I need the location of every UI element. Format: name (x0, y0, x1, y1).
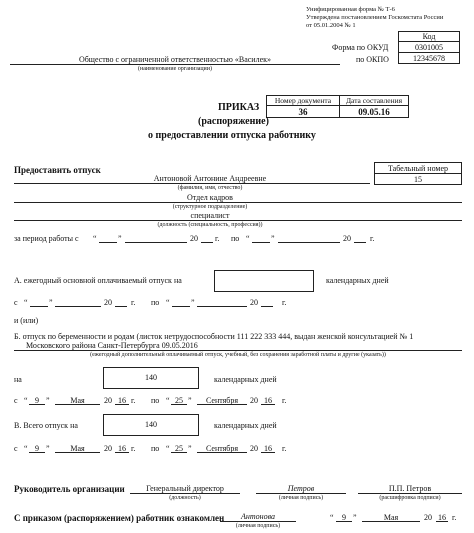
okud-value: 0301005 (398, 42, 460, 53)
head-signature-caption: (личная подпись) (278, 495, 324, 501)
okpo-label: по ОКПО (356, 55, 389, 64)
section-v-days-box: 140 (103, 414, 199, 436)
doc-date-header: Дата составления (339, 95, 409, 106)
section-v-days-suffix: календарных дней (214, 421, 277, 430)
section-a-label: А. ежегодный основной оплачиваемый отпуск на (14, 276, 182, 285)
doc-number: 36 (266, 105, 340, 118)
title-prikaz: ПРИКАЗ (218, 102, 260, 113)
head-position-caption: (должность) (169, 495, 201, 501)
section-b-from-day: 9 (35, 396, 39, 405)
doc-number-header: Номер документа (266, 95, 340, 106)
position: специалист (190, 211, 230, 220)
tab-number-header: Табельный номер (374, 162, 462, 174)
section-b-label: Б. отпуск по беременности и родам (листок нетрудоспособности 111 222 333 444, выдан женской консультацией № 1 (14, 332, 414, 341)
section-v-to-month: Сентября (205, 444, 239, 453)
department-caption: (структурное подразделение) (172, 204, 248, 210)
ack-day: 9 (342, 513, 346, 522)
section-b-label-2: Московского района Санкт-Петербурга 09.05.2016 (26, 341, 198, 350)
ack-label: С приказом (распоряжением) работник ознакомлен (14, 513, 225, 523)
section-b-days-box: 140 (103, 367, 199, 389)
form-header-line1: Унифицированная форма № Т-6 (306, 6, 395, 13)
form-header-line3: от 05.01.2004 № 1 (306, 22, 356, 29)
okud-label: Форма по ОКУД (332, 43, 389, 52)
section-a-days-suffix: календарных дней (326, 276, 389, 285)
head-position: Генеральный директор (146, 484, 224, 493)
and-or-label: и (или) (14, 316, 39, 325)
ack-year: 16 (438, 513, 446, 522)
work-period-label: за период работы с (14, 234, 79, 243)
section-b-from-year: 16 (118, 396, 126, 405)
doc-date: 09.05.16 (339, 105, 409, 118)
section-b-to-day: 25 (175, 396, 183, 405)
organization-name: Общество с ограниченной ответственностью «Василек» (78, 55, 272, 64)
head-name: П.П. Петров (388, 484, 432, 493)
title-rasporyazhenie: (распоряжение) (198, 116, 269, 127)
organization-caption: (наименование организации) (138, 66, 212, 72)
tab-number: 15 (374, 173, 462, 185)
ack-signature-caption: (личная подпись) (235, 523, 281, 529)
employee-name-caption: (фамилия, имя, отчество) (177, 185, 243, 191)
section-b-to-month: Сентября (205, 396, 239, 405)
ack-signature: Антонова (240, 512, 276, 521)
section-v-from-day: 9 (35, 444, 39, 453)
section-v-to-day: 25 (175, 444, 183, 453)
form-header-line2: Утверждена постановлением Госкомстата России (306, 14, 444, 21)
department: Отдел кадров (187, 193, 233, 202)
section-a-days-box (214, 270, 314, 292)
position-caption: (должность (специальность, профессия)) (157, 222, 263, 228)
head-label: Руководитель организации (14, 484, 125, 494)
head-signature: Петров (287, 484, 315, 493)
section-b-caption: (ежегодный дополнительный оплачиваемый отпуск, учебный, без сохранения заработной платы и другие (указать)) (90, 352, 386, 358)
section-v-to-year: 16 (264, 444, 272, 453)
employee-name: Антоновой Антонине Андреевне (153, 174, 267, 183)
section-b-to-year: 16 (264, 396, 272, 405)
ack-month: Мая (383, 513, 399, 522)
grant-leave-label: Предоставить отпуск (14, 165, 101, 175)
okpo-value: 12345678 (398, 53, 460, 64)
section-v-from-month: Мая (70, 444, 85, 453)
section-v-label: В. Всего отпуск на (14, 421, 78, 430)
head-name-caption: (расшифровка подписи) (379, 495, 441, 501)
section-b-days-suffix: календарных дней (214, 375, 277, 384)
section-b-from-month: Мая (70, 396, 85, 405)
code-header: Код (398, 31, 460, 42)
title-subject: о предоставлении отпуска работнику (148, 130, 316, 141)
section-v-from-year: 16 (118, 444, 126, 453)
